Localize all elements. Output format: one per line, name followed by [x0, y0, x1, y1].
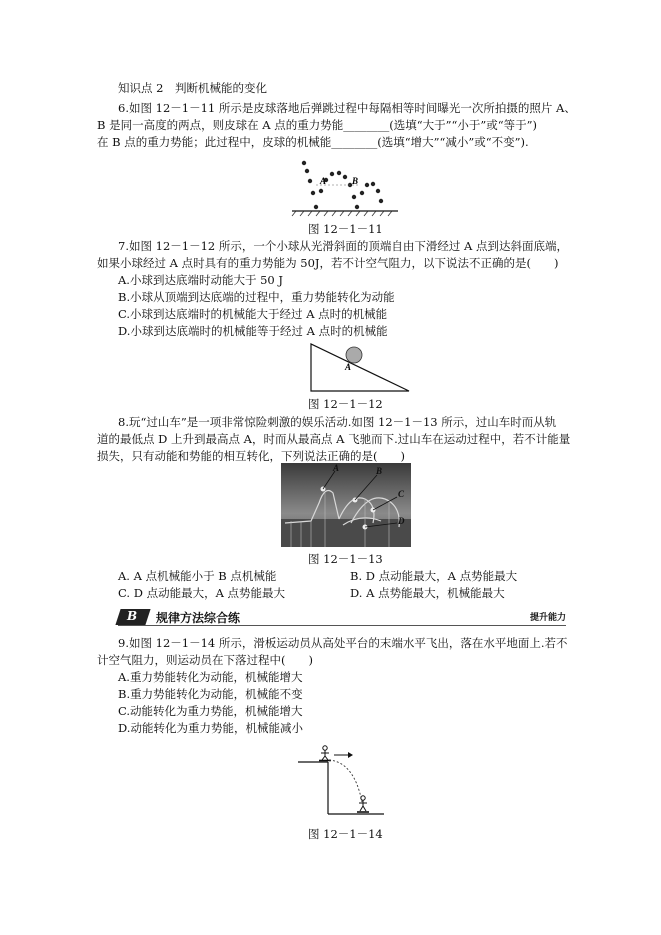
banner-subtitle: 提升能力: [529, 613, 566, 623]
bouncing-ball-figure: [290, 155, 402, 217]
q8-label-d: D: [398, 516, 405, 526]
q6-caption: 图 12－1－11: [308, 222, 383, 236]
q9-option-d: D.动能转化为重力势能，机械能减小: [118, 721, 303, 735]
q9-line1: 9.如图 12－1－14 所示，滑板运动员从高处平台的末端水平飞出，落在水平地面上.若不: [118, 636, 568, 650]
q8-line3: 损失，只有动能和势能的相互转化，下列说法正确的是( ): [97, 449, 405, 463]
section-banner: [118, 608, 566, 626]
q9-option-a: A.重力势能转化为动能，机械能增大: [118, 670, 303, 684]
skateboard-figure: [296, 742, 386, 818]
q8-caption: 图 12－1－13: [308, 552, 383, 566]
incline-figure: [308, 340, 414, 394]
banner-rule: [118, 625, 566, 626]
roller-coaster-photo: [281, 463, 411, 547]
q8-option-b: B. D 点动能最大，A 点势能最大: [350, 569, 518, 583]
q7-option-d: D.小球到达底端时的机械能等于经过 A 点时的机械能: [118, 324, 388, 338]
q7-caption: 图 12－1－12: [308, 397, 383, 411]
q6-label-a: A: [320, 176, 327, 186]
q8-label-b: B: [376, 466, 383, 476]
q8-line1: 8.玩“过山车”是一项非常惊险刺激的娱乐活动.如图 12－1－13 所示，过山车时而从轨: [118, 415, 557, 429]
q8-line2: 道的最低点 D 上升到最高点 A，时而从最高点 A 飞驰而下.过山车在运动过程中，若不计能量: [97, 432, 571, 446]
q6-line3: 在 B 点的重力势能；此过程中，皮球的机械能________(选填“增大”“减小”或“不变”).: [97, 135, 529, 149]
q6-line2: B 是同一高度的两点，则皮球在 A 点的重力势能________(选填“大于”“小于”或“等于”): [97, 118, 537, 132]
banner-title: 规律方法综合练: [156, 611, 241, 625]
q7-line2: 如果小球经过 A 点时具有的重力势能为 50J，若不计空气阻力，以下说法不正确的是( ): [97, 256, 559, 270]
q6-line1: 6.如图 12－1－11 所示是皮球落地后弹跳过程中每隔相等时间曝光一次所拍摄的照片 A、: [118, 101, 576, 115]
q8-option-a: A. A 点机械能小于 B 点机械能: [118, 569, 277, 583]
section-heading: 知识点 2 判断机械能的变化: [118, 81, 267, 95]
q8-label-a: A: [333, 463, 340, 473]
q9-option-b: B.重力势能转化为动能，机械能不变: [118, 687, 303, 701]
q8-option-d: D. A 点势能最大，机械能最大: [350, 586, 505, 600]
banner-tag-letter: B: [127, 609, 138, 623]
q8-label-c: C: [398, 489, 405, 499]
q7-option-a: A.小球到达底端时动能大于 50 J: [118, 273, 284, 287]
q7-label-a: A: [345, 362, 352, 372]
q9-line2: 计空气阻力，则运动员在下落过程中( ): [97, 653, 313, 667]
q7-option-b: B.小球从顶端到达底端的过程中，重力势能转化为动能: [118, 290, 395, 304]
q8-option-c: C. D 点动能最大，A 点势能最大: [118, 586, 286, 600]
q7-option-c: C.小球到达底端时的机械能大于经过 A 点时的机械能: [118, 307, 388, 321]
q7-line1: 7.如图 12－1－12 所示，一个小球从光滑斜面的顶端自由下滑经过 A 点到达斜面底端，: [118, 239, 568, 253]
q6-label-b: B: [352, 176, 359, 186]
q9-option-c: C.动能转化为重力势能，机械能增大: [118, 704, 303, 718]
q9-caption: 图 12－1－14: [308, 827, 383, 841]
